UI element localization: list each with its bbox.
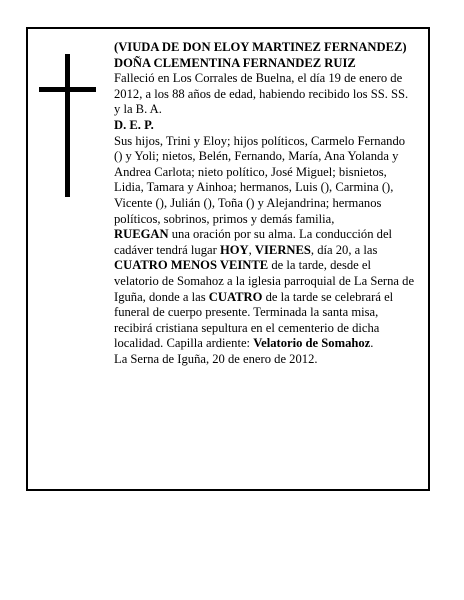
first-time: CUATRO MENOS VEINTE <box>114 258 269 273</box>
dep-line: D. E. P. <box>114 117 154 132</box>
closing-line: La Serna de Iguña, 20 de enero de 2012. <box>114 351 318 366</box>
death-statement: Falleció en Los Corrales de Buelna, el día 19 de enero de 2012, a los 88 años de edad, habiendo recibido los SS. SS. y la B. A. <box>114 71 409 117</box>
widow-of-line: (VIUDA DE DON ELOY MARTINEZ FERNANDEZ) <box>114 40 407 54</box>
hoy-word: HOY <box>219 242 249 257</box>
funeral-text-5: . <box>370 336 374 351</box>
funeral-text-3: de la tarde, desde el velatorio de Somahoz a la iglesia parroquial de La Serna de Iguña, donde a las <box>114 258 415 304</box>
funeral-text-1: una oración por su alma. La conducción del cadáver tendrá lugar <box>114 227 393 257</box>
funeral-details <box>114 227 416 352</box>
funeral-text-4: de la tarde se celebrará el funeral de cuerpo presente. Terminada la santa misa, recibirá cristiana sepultura en el cementerio de dicha localidad. Capilla ardiente: <box>114 289 394 351</box>
cross-icon <box>65 54 70 197</box>
ruegan-word: RUEGAN <box>114 227 169 242</box>
second-time: CUATRO <box>208 289 263 304</box>
deceased-name: DOÑA CLEMENTINA FERNANDEZ RUIZ <box>114 55 356 70</box>
cross-icon-bar <box>39 87 96 92</box>
obituary-text <box>114 40 416 367</box>
viernes-word: VIERNES <box>254 242 311 257</box>
capilla-location: Velatorio de Somahoz <box>253 336 371 351</box>
funeral-comma: , <box>248 242 255 257</box>
funeral-text-2: , día 20, a las <box>310 242 378 257</box>
family-list: Sus hijos, Trini y Eloy; hijos políticos, Carmelo Fernando () y Yoli; nietos, Belén, Fernando, María, Ana Yolanda y Andrea Carlota; nieto político, José Miguel; bisnietos, Lidia, Tamara y Ainhoa; hermanos, Luis (), Carmina (), Vicente (), Julián (), Toña () y Alejandrina; hermanos políticos, sobrinos, primos y demás familia, <box>114 133 406 226</box>
